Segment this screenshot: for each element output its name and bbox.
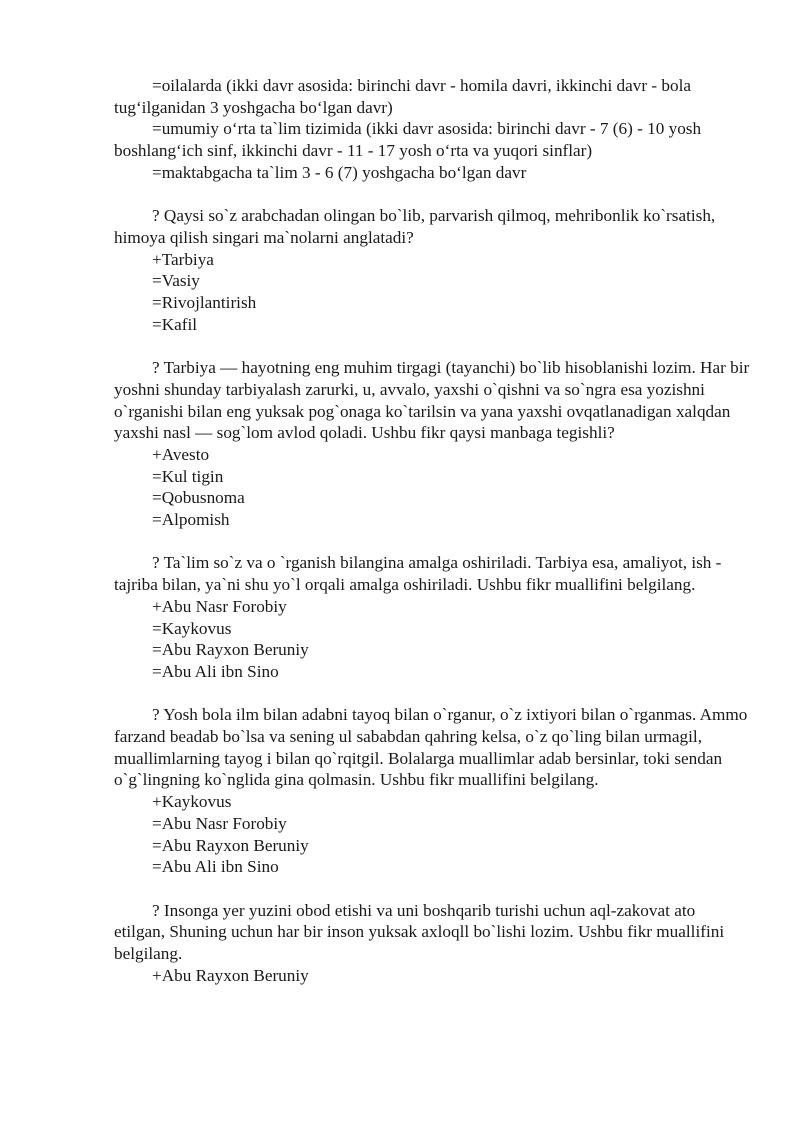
answer-option: =Abu Nasr Forobiy [152, 813, 287, 833]
document-page [114, 75, 750, 986]
question-block-5 [114, 900, 750, 987]
answer-option: =Abu Rayxon Beruniy [152, 640, 309, 660]
question-block-3 [114, 552, 750, 682]
question-block-2 [114, 357, 750, 531]
answer-option: =Kul tigin [152, 466, 224, 486]
intro-options [114, 75, 750, 184]
spacer [114, 335, 750, 357]
answer-option: =Abu Ali ibn Sino [152, 661, 279, 681]
question-text: ? Tarbiya — hayotning eng muhim tirgagi (tayanchi) bo`lib hisoblanishi lozim. Har bir yoshni shunday tarbiyalash zarurki, u, avvalo, yaxshi o`qishni va so`ngra esa yozishni o`rganishi bilan eng yuksak pog`onaga ko`tarilsin va yana yaxshi ovqatlanadigan xalqdan yaxshi nasl — sog`lom avlod qoladi. Ushbu fikr qaysi manbaga tegishli? [114, 358, 750, 443]
answer-option-correct: +Abu Rayxon Beruniy [152, 965, 309, 985]
answer-option: =Qobusnoma [152, 488, 245, 508]
answer-option: =maktabgacha ta`lim 3 - 6 (7) yoshgacha bo‘lgan davr [152, 162, 527, 182]
spacer [114, 184, 750, 206]
answer-option: =Abu Rayxon Beruniy [152, 835, 309, 855]
answer-option-correct: +Abu Nasr Forobiy [152, 596, 287, 616]
answer-option: =Vasiy [152, 271, 200, 291]
answer-option: =umumiy o‘rta ta`lim tizimida (ikki davr asosida: birinchi davr - 7 (6) - 10 yosh boshlang‘ich sinf, ikkinchi davr - 11 - 17 yosh o‘rta va yuqori sinflar) [114, 119, 702, 161]
answer-option: =Abu Ali ibn Sino [152, 857, 279, 877]
answer-option-correct: +Tarbiya [152, 249, 214, 269]
question-text: ? Ta`lim so`z va o `rganish bilangina amalga oshiriladi. Tarbiya esa, amaliyot, ish -tajriba bilan, ya`ni shu yo`l orqali amalga oshiriladi. Ushbu fikr muallifini belgilang. [114, 553, 722, 595]
question-block-1 [114, 205, 750, 335]
spacer [114, 878, 750, 900]
answer-option: =Alpomish [152, 510, 230, 530]
answer-option-correct: +Avesto [152, 444, 210, 464]
spacer [114, 531, 750, 553]
question-block-4 [114, 704, 750, 878]
answer-option: =Kafil [152, 314, 198, 334]
answer-option-correct: +Kaykovus [152, 792, 232, 812]
answer-option: =Rivojlantirish [152, 293, 257, 313]
answer-option: =oilalarda (ikki davr asosida: birinchi davr - homila davri, ikkinchi davr - bola tug‘ilganidan 3 yoshgacha bo‘lgan davr) [114, 76, 692, 117]
question-text: ? Insonga yer yuzini obod etishi va uni boshqarib turishi uchun aql-zakovat ato etilgan, Shuning uchun har bir inson yuksak axloqll bo`lishi lozim. Ushbu fikr muallifini belgilang. [114, 900, 725, 964]
spacer [114, 683, 750, 705]
answer-option: =Kaykovus [152, 618, 232, 638]
question-text: ? Yosh bola ilm bilan adabni tayoq bilan o`rganur, o`z ixtiyori bilan o`rganmas. Ammo farzand beadab bo`lsa va sening ul sababdan qahring kelsa, o`z qo`ling bilan urmagil, muallimlarning tayog i bilan qo`rqitgil. Bolalarga muallimlar adab bersinlar, toki sendan o`g`lingning ko`nglida gina qolmasin. Ushbu fikr muallifini belgilang. [114, 705, 748, 790]
question-text: ? Qaysi so`z arabchadan olingan bo`lib, parvarish qilmoq, mehribonlik ko`rsatish, himoya qilish singari ma`nolarni anglatadi? [114, 206, 716, 247]
